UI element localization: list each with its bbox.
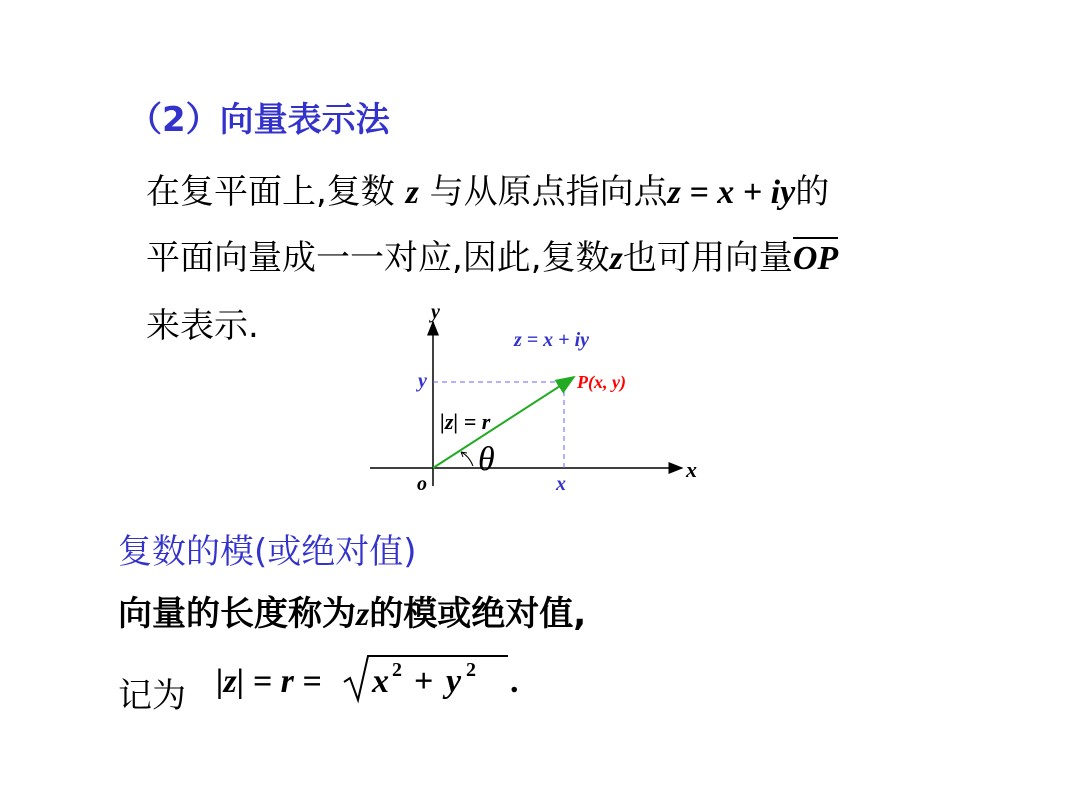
formula-y-exponent: 2 <box>466 659 476 681</box>
tick-y-label: y <box>418 370 427 392</box>
formula-lhs: |z| = r = <box>216 663 322 700</box>
definition-var-z: z <box>356 596 370 633</box>
modulus-formula <box>208 648 548 708</box>
point-p-label: P(x, y) <box>577 372 626 392</box>
paragraph-3: 来表示. <box>146 306 259 346</box>
definition-text-a: 向量的长度称为 <box>118 594 356 634</box>
tick-x-label: x <box>556 473 566 495</box>
formula-x-exponent: 2 <box>392 659 402 681</box>
modulus-label: |z| = r <box>440 409 491 434</box>
para2-text-a: 平面向量成一一对应,因此,复数 <box>146 238 610 278</box>
modulus-definition <box>118 586 586 635</box>
para1-text-b: 与从原点指向点 <box>429 172 668 212</box>
equation-label: z = x + iy <box>514 329 590 351</box>
paragraph-2 <box>146 234 838 283</box>
formula-plus: + <box>414 663 434 700</box>
vector-op: OP <box>793 237 838 277</box>
complex-plane-diagram <box>360 300 720 500</box>
axis-y-label: y <box>431 301 440 323</box>
section-heading: （2）向量表示法 <box>128 100 390 140</box>
paragraph-1 <box>146 168 829 217</box>
theta-label: θ <box>478 441 495 478</box>
origin-label: o <box>417 473 427 495</box>
axis-x-label: x <box>686 457 697 482</box>
para2-text-b: 也可用向量 <box>622 238 793 278</box>
formula-y: y <box>446 663 462 700</box>
definition-text-b: 的模或绝对值, <box>369 594 587 634</box>
para1-text-c: 的 <box>795 172 830 212</box>
var-z: z <box>405 174 419 211</box>
expr-z-equals: z = x + iy <box>667 174 796 211</box>
formula-x: x <box>372 663 389 700</box>
modulus-title: 复数的模(或绝对值) <box>118 532 417 572</box>
formula-prefix: 记为 <box>118 676 186 716</box>
para1-text-a: 在复平面上,复数 <box>146 172 395 212</box>
var-z: z <box>609 240 623 277</box>
formula-period: . <box>510 663 519 700</box>
angle-arc <box>461 452 473 466</box>
